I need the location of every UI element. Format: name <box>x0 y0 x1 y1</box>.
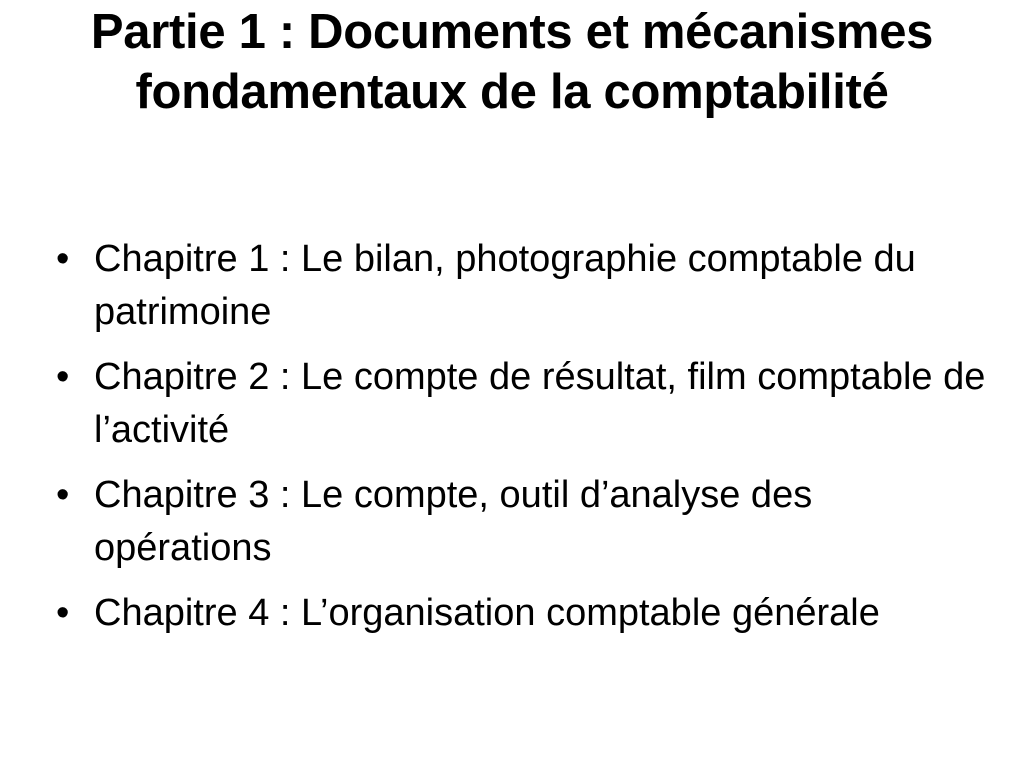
chapter-item-3 <box>56 469 986 575</box>
chapter-label: Chapitre 3 : Le compte, outil d’analyse des opérations <box>94 474 813 569</box>
chapter-label: Chapitre 2 : Le compte de résultat, film comptable de l’activité <box>94 356 986 451</box>
bullet-icon: • <box>56 238 70 280</box>
chapter-label: Chapitre 4 : L’organisation comptable générale <box>94 592 880 634</box>
chapter-list <box>56 233 986 652</box>
chapter-item-1 <box>56 233 986 339</box>
chapter-item-2 <box>56 351 986 457</box>
chapter-item-4 <box>56 587 986 640</box>
bullet-icon: • <box>56 356 70 398</box>
bullet-icon: • <box>56 474 70 516</box>
bullet-icon: • <box>56 592 70 634</box>
chapter-label: Chapitre 1 : Le bilan, photographie comptable du patrimoine <box>94 238 916 333</box>
slide-title: Partie 1 : Documents et mécanismes fondamentaux de la comptabilité <box>90 5 934 119</box>
